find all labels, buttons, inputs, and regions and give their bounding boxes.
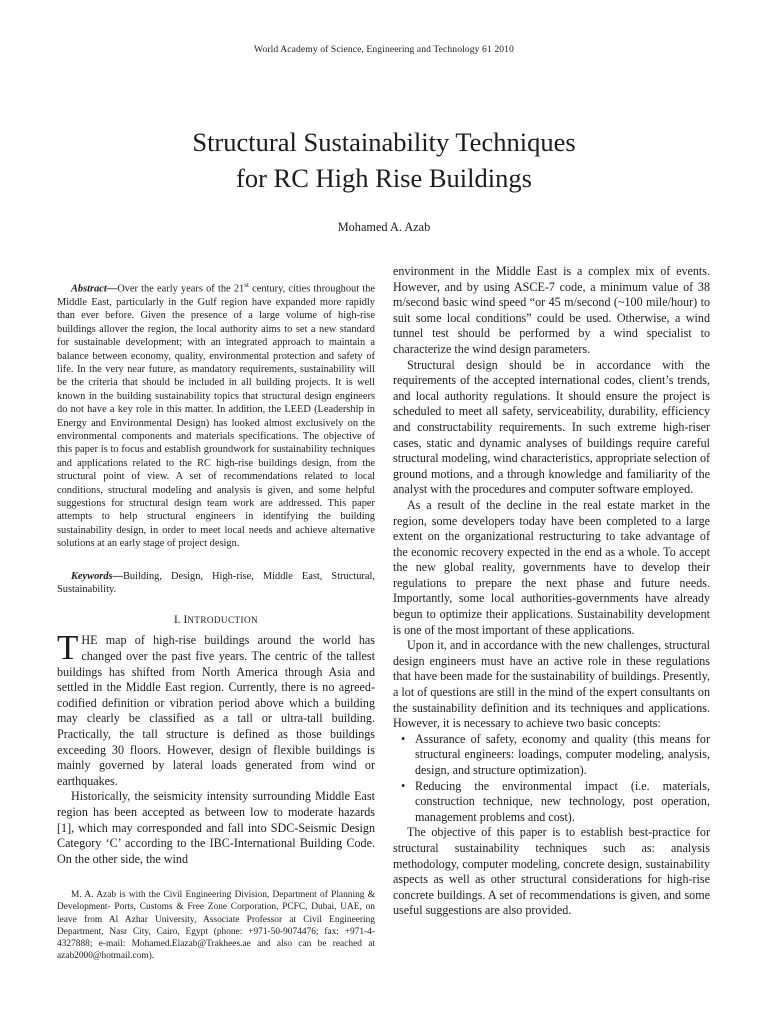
section-heading-introduction: I. INTRODUCTION <box>173 614 259 627</box>
body-paragraph-4: Upon it, and in accordance with the new challenges, structural design engineers must have an active role in these regulations that have been made for the sustainability of buildings. Presently, a lot of questions are still in the mind of the expert consultants on the sustainability definition and its techniques and applications. However, it is necessary to achieve two basic concepts: <box>393 638 710 731</box>
bullet-icon: • <box>401 778 406 793</box>
running-header: World Academy of Science, Engineering and Technology 61 2010 <box>254 44 514 55</box>
abstract <box>57 279 375 551</box>
keywords-label: Keywords— <box>71 570 123 582</box>
intro-paragraph-2: Historically, the seismicity intensity surrounding Middle East region has been accepted as between low to moderate hazards [1], which may corresponded and fall into SDC-Seismic Design Category ‘C’ according to the IBC-International Building Code. On the other side, the wind <box>57 789 375 866</box>
body-paragraph-5: The objective of this paper is to establish best-practice for structural sustainability techniques such as: analysis methodology, computer modeling, concrete design, sustainability aspects as well as other structural considerations for high-rise concrete buildings. A set of recommendations is given, and some useful suggestions are also provided. <box>393 825 710 918</box>
body-paragraph-2: Structural design should be in accordance with the requirements of the accepted international codes, client’s trends, and local authority regulations. It should ensure the project is scheduled to meet all safety, serviceability, durability, efficiency and constructability requirements. In such extreme high-riser cases, static and dynamic analyses of buildings require careful structural modeling, wind characteristics, appropriate selection of ground motions, and a through knowledge and familiarity of the analyst with the procedures and computer software employed. <box>393 357 711 497</box>
paper-title <box>0 124 768 196</box>
body-paragraph-1: environment in the Middle East is a complex mix of events. However, and by using ASCE-7 code, a minimum value of 38 m/second basic wind speed “or 45 m/second (~100 mile/hour) to suit some local conditions” could be used. Otherwise, a wind tunnel test should be performed by a wind specialist to characterize the wind design parameters. <box>393 264 710 356</box>
author-name: Mohamed A. Azab <box>337 220 431 234</box>
list-item: • Assurance of safety, economy and quality (this means for structural engineers: loadings, computer modeling, analysis, design, and structure optimization). <box>401 731 710 777</box>
left-column <box>57 264 375 962</box>
intro-paragraph-1: THE map of high-rise buildings around the world has changed over the past five years. The centric of the tallest buildings has shifted from North America through Asia and settled in the Middle East region. Currently, there is no agreed-codified definition or vibration period above which a building may clearly be classified as a tall or ultra-tall building. Practically, the tall structure is defined as those buildings exceeding 30 floors. However, design of flexible buildings is mainly governed by lateral loads generated from wind or earthquakes. <box>57 628 375 788</box>
abstract-text-a: Over the early years of the 21 <box>117 283 245 295</box>
body-paragraph-3: As a result of the decline in the real estate market in the region, some developers today have been completed to a large extent on the organizational restructuring to take advantage of the economic recovery expected in the end as a whole. To accept the new global reality, governments have to develop their regulations to prepare the next phase and future needs. Importantly, some local authorities-governments have already begun to optimize their applications. Sustainability development is one of the most important of these applications. <box>393 497 710 637</box>
drop-cap: T <box>57 628 79 668</box>
concepts-list <box>393 732 710 826</box>
abstract-label: Abstract— <box>71 283 118 295</box>
right-column <box>393 264 710 919</box>
author-footnote: M. A. Azab is with the Civil Engineering Division, Department of Planning & Development- Ports, Customs & Free Zone Corporation, PCFC, Dubai, UAE, on leave from Al Azhar University, Associate Professor at Civil Engineering Department, Nasr City, Cairo, Egypt (phone: +971-50-9074476; fax: +971-4-4327888; e-mail: Mohamed.Elazab@Trakhees.ae and also can be reached at azab2000@hotmail.com). <box>57 890 375 961</box>
bullet-icon: • <box>401 731 406 746</box>
abstract-superscript: st <box>244 281 249 289</box>
keywords <box>57 570 375 597</box>
title-line-1: Structural Sustainability Techniques <box>192 127 576 157</box>
abstract-text-b: century, cities throughout the Middle East, particularly in the Gulf region have expanded more rapidly than ever before. Given the presence of a large volume of high-rise buildings allover the region, the local authority aims to set a new standard for sustainable development; with an integrated approach to maintain a balance between economy, quality, environmental protection and safety of life. In the very near future, as mandatory requirements, sustainability will be the criteria that should be included in all building projects. It is well known in the building sustainability topics that structural design engineers do not have a key role in this matter. In addition, the LEED (Leadership in Energy and Environmental Design) has looked almost exclusively on the environmental components and materials specifications. The objective of this paper is to focus and establish groundwork for sustainability techniques and applications related to the RC high-rise buildings design, from the structural point of view. A set of recommendations related to local conditions, structural modeling and analysis is given, and some helpful suggestions for structural design team work are addressed. This paper attempts to help structural engineers in identifying the building sustainability design, in order to meet local needs and achieve alternative solutions at an early stage of project design. <box>57 283 375 550</box>
list-item: • Reducing the environmental impact (i.e. materials, construction technique, new technology, post operation, management problems and cost). <box>401 778 710 824</box>
keywords-text: Building, Design, High-rise, Middle East, Structural, Sustainability. <box>57 570 375 595</box>
title-line-2: for RC High Rise Buildings <box>236 163 532 193</box>
